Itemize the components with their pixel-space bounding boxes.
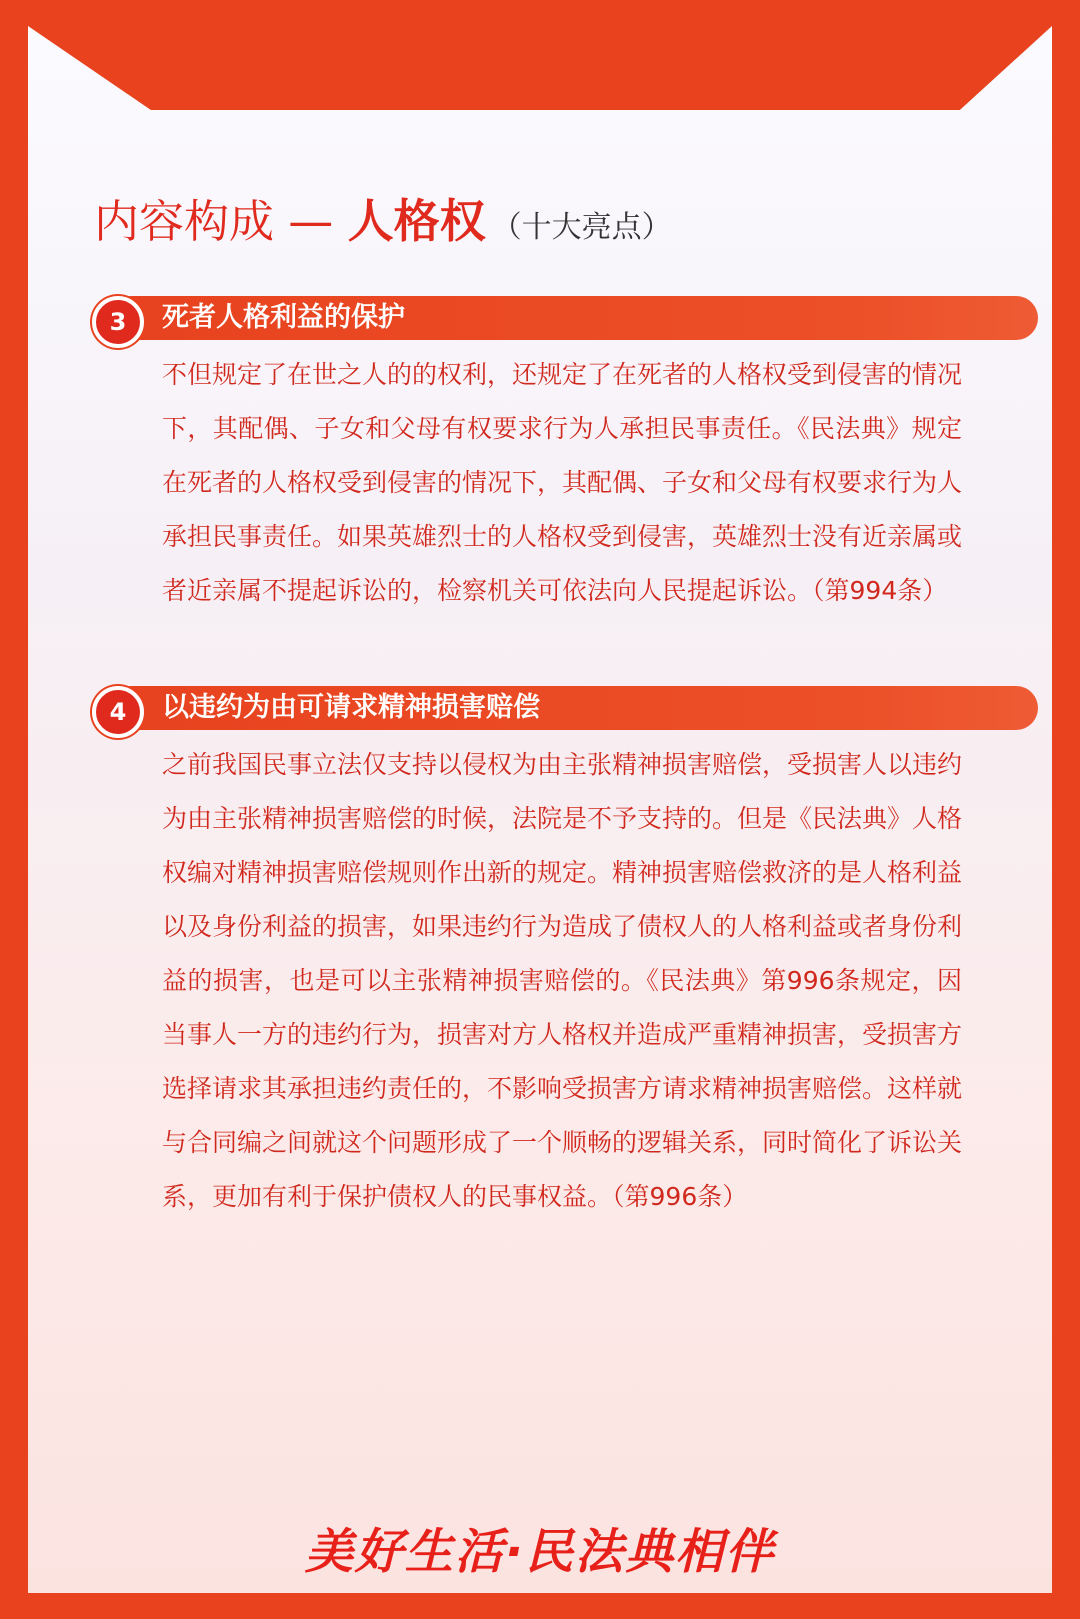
title-highlight: 人格权 bbox=[347, 194, 486, 248]
title-prefix: 内容构成 — bbox=[94, 195, 348, 248]
section-3-title: 死者人格利益的保护 bbox=[162, 302, 405, 333]
section-3-body: 不但规定了在世之人的的权利，还规定了在死者的人格权受到侵害的情况下，其配偶、子女和父母有权要求行为人承担民事责任。《民法典》规定在死者的人格权受到侵害的情况下，其配偶、子女和父母有权要求行为人承担民事责任。如果英雄烈士的人格权受到侵害，英雄烈士没有近亲属或者近亲属不提起诉讼的，检察机关可依法向人民提起诉讼。（第994条） bbox=[162, 360, 963, 605]
footer-slogan: 美好生活·民法典相伴 bbox=[304, 1524, 776, 1580]
page-title bbox=[94, 194, 672, 248]
section-3-number-badge: 3 bbox=[92, 296, 144, 348]
title-suffix: （十大亮点） bbox=[491, 210, 672, 245]
section-4-body: 之前我国民事立法仅支持以侵权为由主张精神损害赔偿，受损害人以违约为由主张精神损害赔偿的时候，法院是不予支持的。但是《民法典》人格权编对精神损害赔偿规则作出新的规定。精神损害赔偿救济的是人格利益以及身份利益的损害，如果违约行为造成了债权人的人格利益或者身份利益的损害，也是可以主张精神损害赔偿的。《民法典》第996条规定，因当事人一方的违约行为，损害对方人格权并造成严重精神损害，受损害方选择请求其承担违约责任的，不影响受损害方请求精神损害赔偿。这样就与合同编之间就这个问题形成了一个顺畅的逻辑关系，同时简化了诉讼关系，更加有利于保护债权人的民事权益。（第996条） bbox=[162, 750, 963, 1211]
section-4-number-badge: 4 bbox=[92, 686, 144, 738]
section-4-title: 以违约为由可请求精神损害赔偿 bbox=[162, 692, 540, 723]
poster-panel bbox=[28, 26, 1052, 1593]
top-banner-decoration bbox=[28, 26, 1052, 110]
